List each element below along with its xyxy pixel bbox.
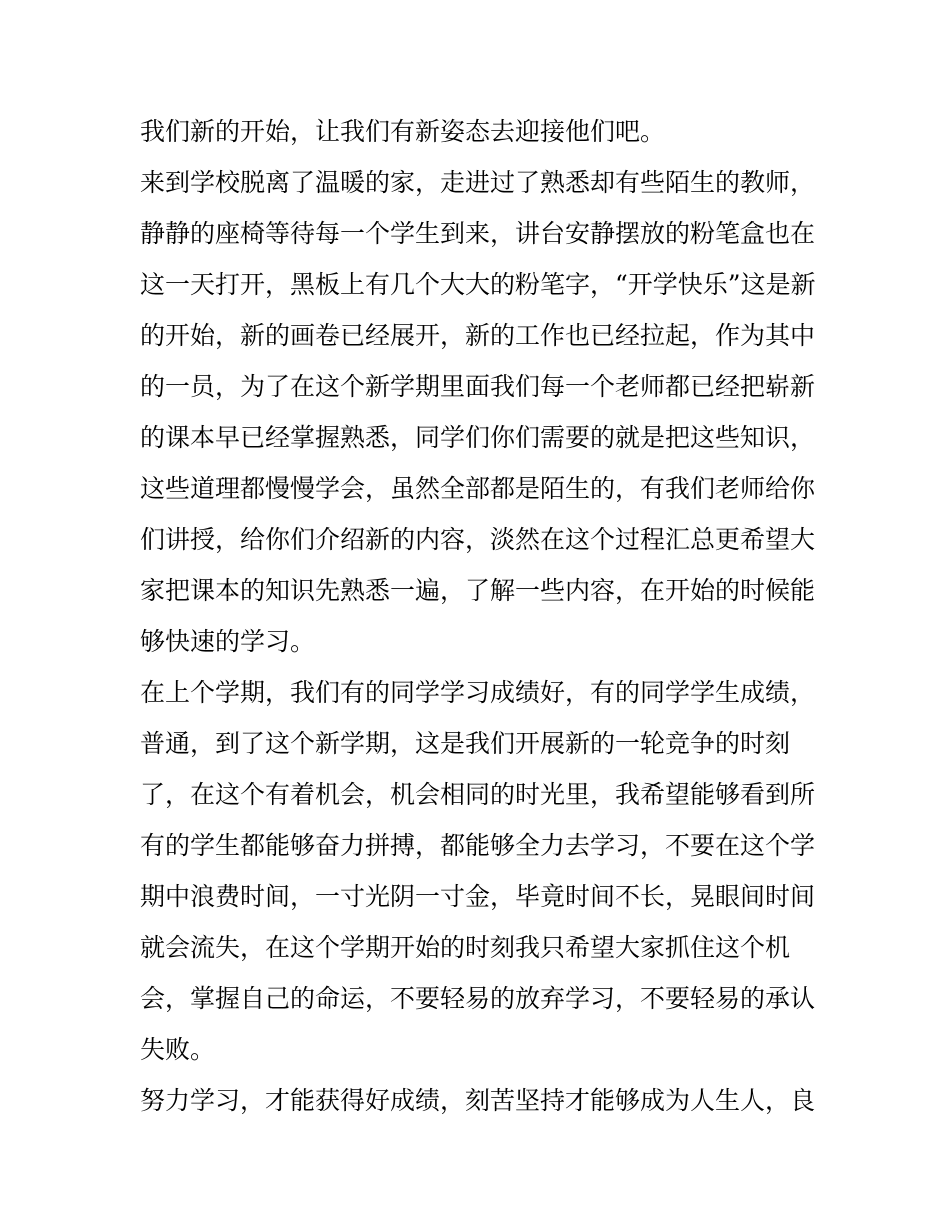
text-line-1: 我们新的开始，让我们有新姿态去迎接他们吧。	[140, 117, 666, 146]
text-line-11: 够快速的学习。	[140, 627, 316, 656]
text-line-19: 失败。	[140, 1035, 216, 1064]
text-line-8: 这些道理都慢慢学会，虽然全部都是陌生的，有我们老师给你	[140, 474, 816, 503]
text-line-6: 的一员，为了在这个新学期里面我们每一个老师都已经把崭新	[140, 372, 816, 401]
text-line-7: 的课本早已经掌握熟悉，同学们你们需要的就是把这些知识，	[140, 423, 816, 452]
text-line-12: 在上个学期，我们有的同学学习成绩好，有的同学学生成绩，	[140, 678, 816, 707]
text-line-13: 普通，到了这个新学期，这是我们开展新的一轮竞争的时刻	[140, 729, 791, 758]
text-line-15: 有的学生都能够奋力拼搏，都能够全力去学习，不要在这个学	[140, 831, 816, 860]
text-line-17: 就会流失，在这个学期开始的时刻我只希望大家抓住这个机	[140, 933, 791, 962]
text-line-18: 会，掌握自己的命运，不要轻易的放弃学习，不要轻易的承认	[140, 984, 816, 1013]
text-line-4: 这一天打开，黑板上有几个大大的粉笔字，“开学快乐”这是新	[140, 270, 816, 299]
text-line-14: 了，在这个有着机会，机会相同的时光里，我希望能够看到所	[140, 780, 816, 809]
text-line-16: 期中浪费时间，一寸光阴一寸金，毕竟时间不长，晃眼间时间	[140, 882, 816, 911]
body-text	[140, 106, 830, 1126]
text-line-9: 们讲授，给你们介绍新的内容，淡然在这个过程汇总更希望大	[140, 525, 816, 554]
text-line-5: 的开始，新的画卷已经展开，新的工作也已经拉起，作为其中	[140, 321, 816, 350]
text-line-10: 家把课本的知识先熟悉一遍，了解一些内容，在开始的时候能	[140, 576, 816, 605]
text-line-3: 静静的座椅等待每一个学生到来，讲台安静摆放的粉笔盒也在	[140, 219, 816, 248]
text-line-2: 来到学校脱离了温暖的家，走进过了熟悉却有些陌生的教师，	[140, 168, 816, 197]
text-line-20: 努力学习，才能获得好成绩，刻苦坚持才能够成为人生人，良	[140, 1086, 816, 1115]
